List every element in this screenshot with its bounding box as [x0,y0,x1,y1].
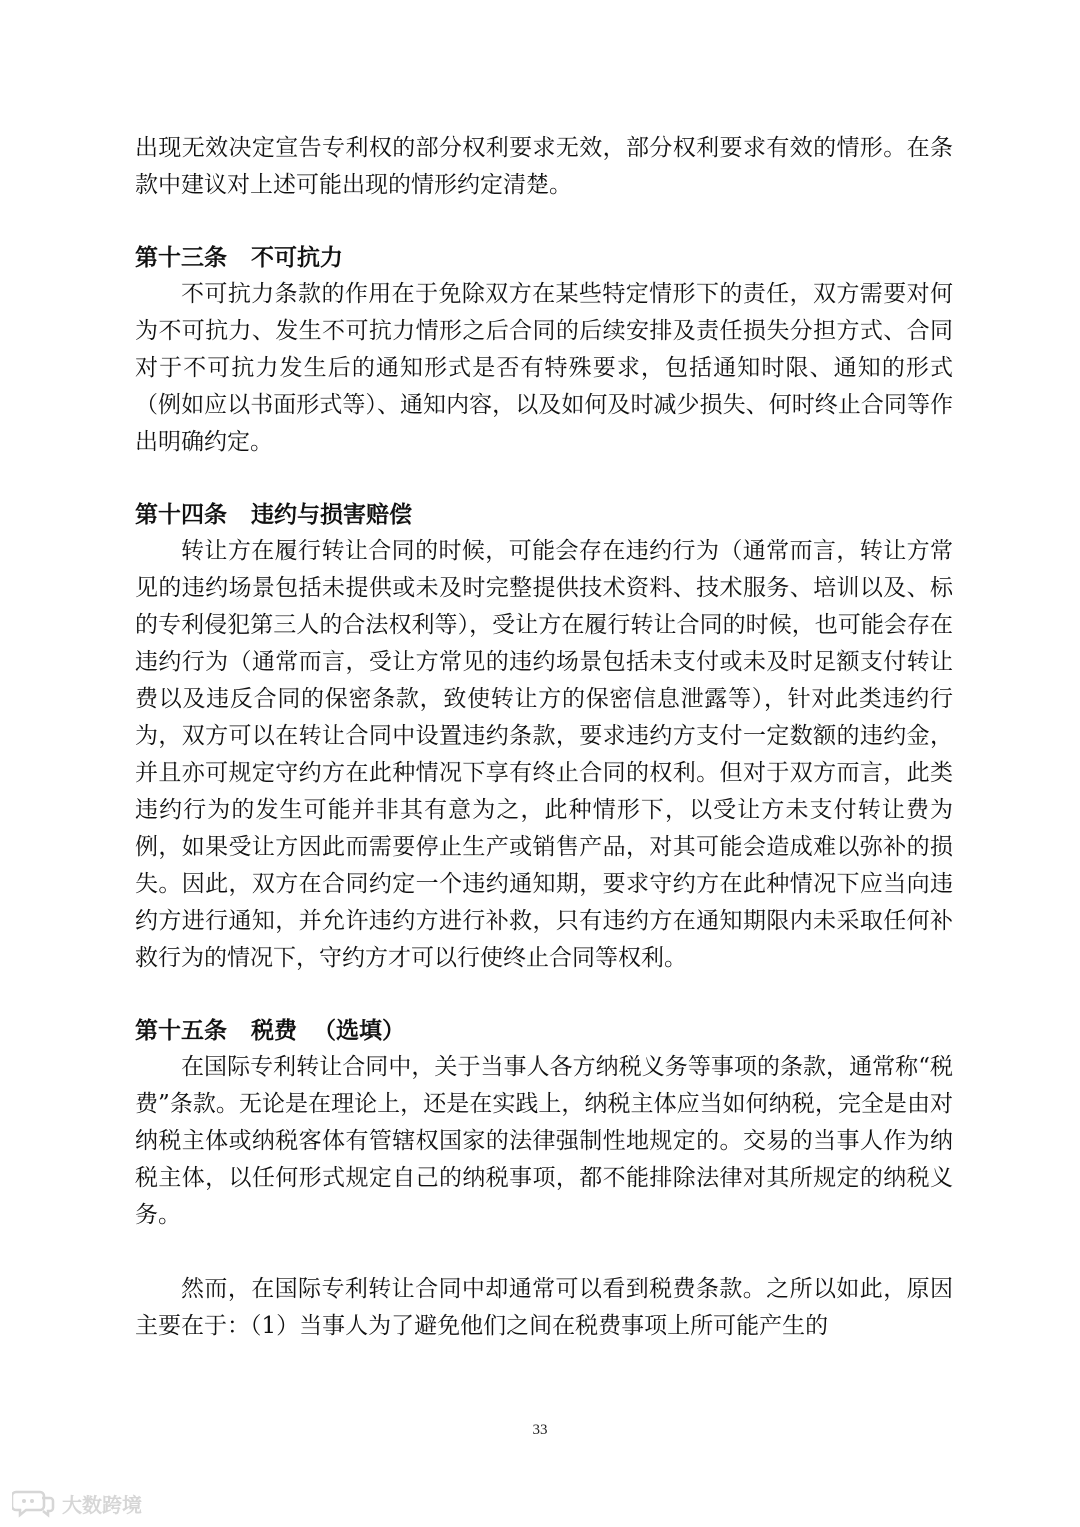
article-14-body: 转让方在履行转让合同的时候，可能会存在违约行为（通常而言，转让方常见的违约场景包括未提供或未及时完整提供技术资料、技术服务、培训以及、标的专利侵犯第三人的合法权利等），受让方在履行转让合同的时候，也可能会存在违约行为（通常而言，受让方常见的违约场景包括未支付或未及时足额支付转让费以及违反合同的保密条款，致使转让方的保密信息泄露等），针对此类违约行为，双方可以在转让合同中设置违约条款，要求违约方支付一定数额的违约金，并且亦可规定守约方在此种情况下享有终止合同的权利。但对于双方而言，此类违约行为的发生可能并非其有意为之，此种情形下，以受让方未支付转让费为例，如果受让方因此而需要停止生产或销售产品，对其可能会造成难以弥补的损失。因此，双方在合同约定一个违约通知期，要求守约方在此种情况下应当向违约方进行通知，并允许违约方进行补救，只有违约方在通知期限内未采取任何补救行为的情况下，守约方才可以行使终止合同等权利。 [135,538,953,971]
article-15-number: 第十五条 [135,1017,227,1044]
article-15-note: （选填） [313,1017,406,1044]
article-15-body-2: 然而，在国际专利转让合同中却通常可以看到税费条款。之所以如此，原因主要在于：（1）当事人为了避免他们之间在税费事项上所可能产生的 [135,1276,953,1339]
article-14-heading [135,496,953,533]
article-15-heading [135,1012,953,1049]
article-13-heading [135,239,953,276]
article-15-title: 税费 [251,1017,298,1044]
article-13-title: 不可抗力 [251,244,344,271]
watermark-text: 大数跨境 [62,1492,142,1517]
article-14-title: 违约与损害赔偿 [251,501,413,528]
watermark [12,1488,142,1518]
article-13-body: 不可抗力条款的作用在于免除双方在某些特定情形下的责任，双方需要对何为不可抗力、发生不可抗力情形之后合同的后续安排及责任损失分担方式、合同对于不可抗力发生后的通知形式是否有特殊要求，包括通知时限、通知的形式（例如应以书面形式等）、通知内容，以及如何及时减少损失、何时终止合同等作出明确约定。 [135,281,953,455]
article-13-number: 第十三条 [135,244,227,271]
chat-bubble-logo-icon [12,1488,56,1518]
page-number: 33 [532,1422,548,1438]
article-14-number: 第十四条 [135,501,227,528]
intro-paragraph: 出现无效决定宣告专利权的部分权利要求无效，部分权利要求有效的情形。在条款中建议对上述可能出现的情形约定清楚。 [135,135,953,198]
document-page [135,130,953,1345]
article-15-body-1: 在国际专利转让合同中，关于当事人各方纳税义务等事项的条款，通常称“税费”条款。无论是在理论上，还是在实践上，纳税主体应当如何纳税，完全是由对纳税主体或纳税客体有管辖权国家的法律强制性地规定的。交易的当事人作为纳税主体，以任何形式规定自己的纳税事项，都不能排除法律对其所规定的纳税义务。 [135,1054,953,1228]
